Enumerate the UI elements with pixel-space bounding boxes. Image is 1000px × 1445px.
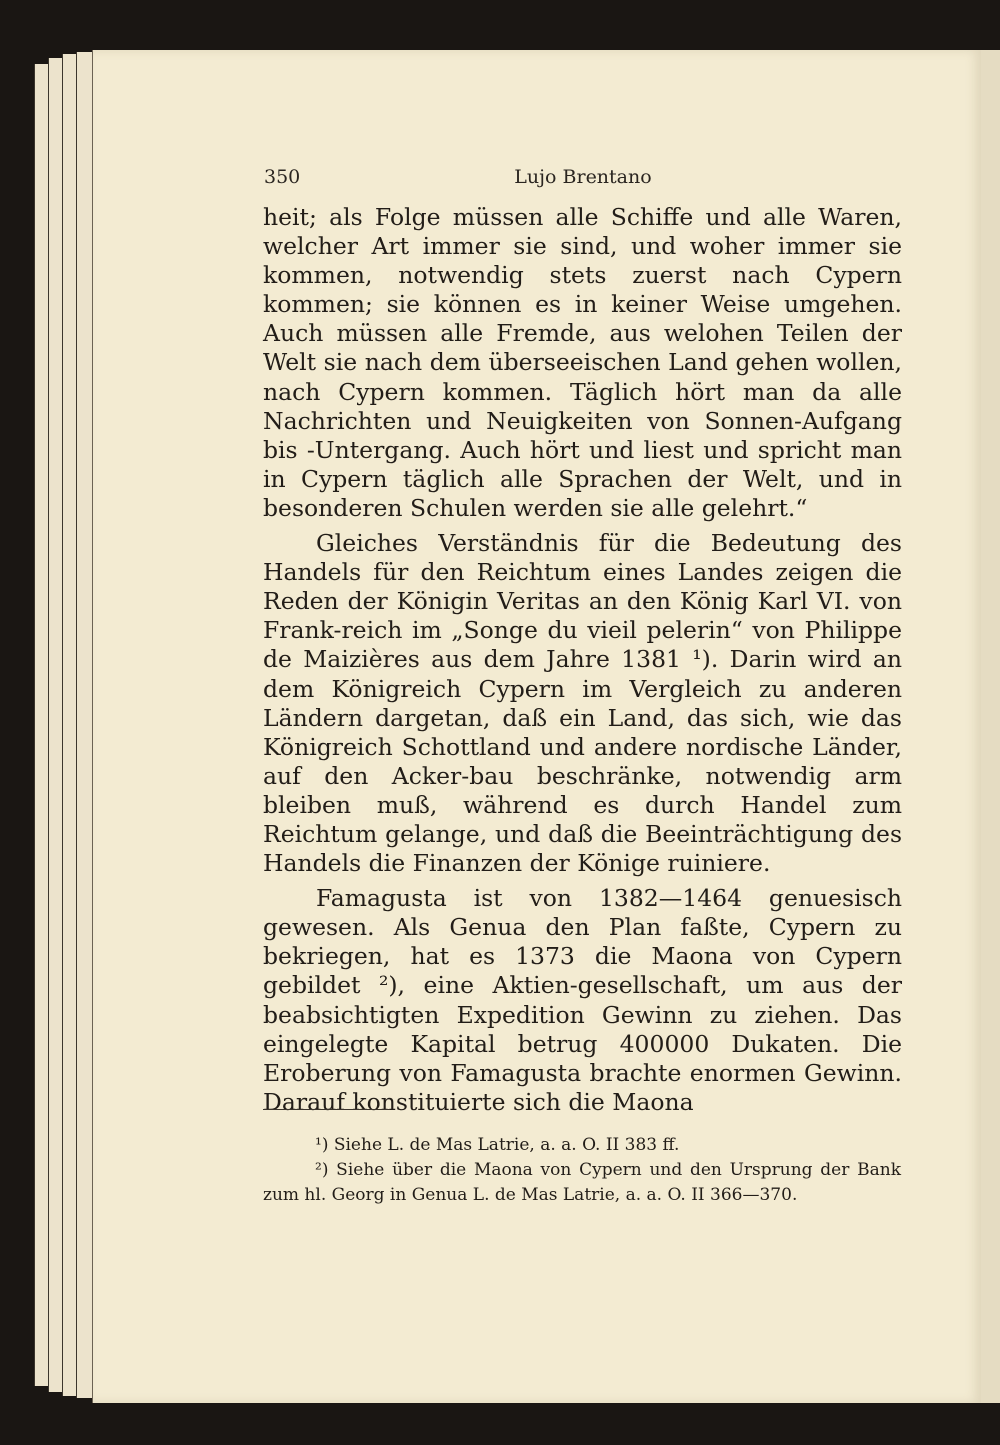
page-number: 350 (264, 166, 301, 188)
page-gutter (981, 50, 1000, 1403)
footnote-1: ¹) Siehe L. de Mas Latrie, a. a. O. II 383 ff. (315, 1135, 680, 1155)
paragraph-3: Famagusta ist von 1382—1464 genuesisch gewesen. Als Genua den Plan faßte, Cypern zu bekriegen, hat es 1373 die Maona von Cypern gebildet ²), eine Aktien-gesellschaft, um aus der beabsichtigten Expedition Gewinn zu ziehen. Das eingelegte Kapital betrug 400000 Dukaten. Die Eroberung von Famagusta brachte enormen Gewinn. Darauf konstituierte sich die Maona (263, 884, 902, 1116)
footnote-2: ²) Siehe über die Maona von Cypern und den Ursprung der Bank zum hl. Georg in Genua L. de Mas Latrie, a. a. O. II 366—370. (263, 1160, 901, 1205)
running-header (264, 166, 902, 192)
footnote-rule (263, 1109, 390, 1110)
paragraph-2: Gleiches Verständnis für die Bedeutung des Handels für den Reichtum eines Landes zeigen die Reden der Königin Veritas an den König Karl VI. von Frank-reich im „Songe du vieil pelerin“ von Philippe de Maizières aus dem Jahre 1381 ¹). Darin wird an dem Königreich Cypern im Vergleich zu anderen Ländern dargetan, daß ein Land, das sich, wie das Königreich Schottland und andere nordische Länder, auf den Acker-bau beschränke, notwendig arm bleiben muß, während es durch Handel zum Reichtum gelange, und daß die Beeinträchtigung des Handels die Finanzen der Könige ruiniere. (263, 529, 902, 878)
paragraph-1: heit; als Folge müssen alle Schiffe und alle Waren, welcher Art immer sie sind, und woher immer sie kommen, notwendig stets zuerst nach Cypern kommen; sie können es in keiner Weise umgehen. Auch müssen alle Fremde, aus welohen Teilen der Welt sie nach dem überseeischen Land gehen wollen, nach Cypern kommen. Täglich hört man da alle Nachrichten und Neuigkeiten von Sonnen-Aufgang bis -Untergang. Auch hört und liest und spricht man in Cypern täglich alle Sprachen der Welt, und in besonderen Schulen werden sie alle gelehrt.“ (263, 203, 902, 522)
running-title: Lujo Brentano (514, 166, 652, 188)
footnotes (263, 1133, 901, 1208)
main-text (263, 203, 902, 1117)
